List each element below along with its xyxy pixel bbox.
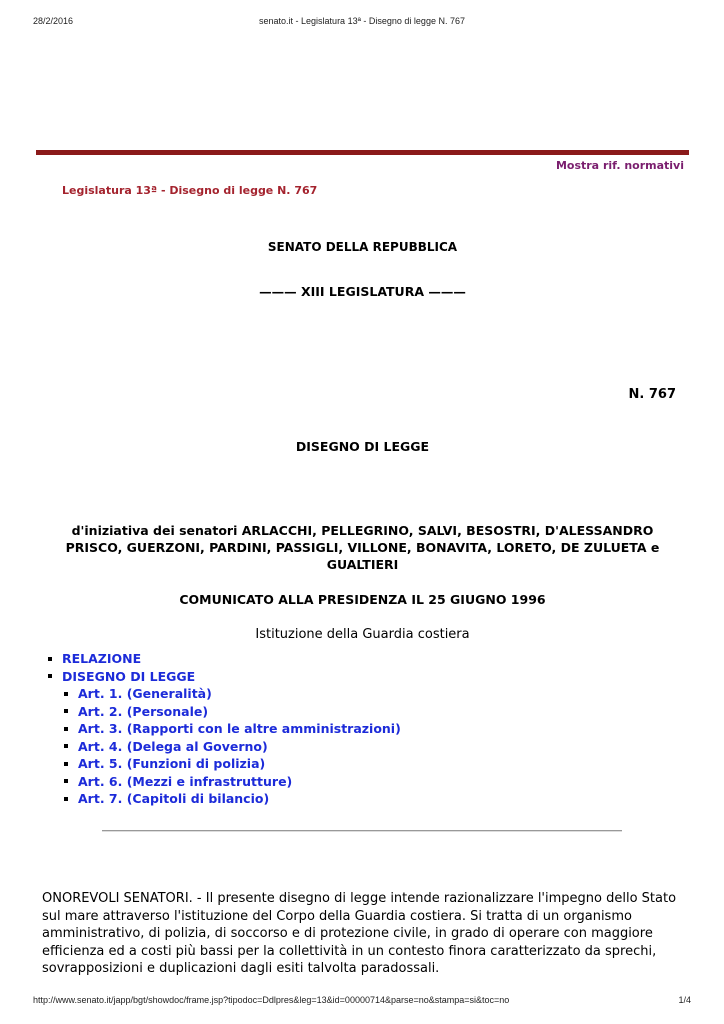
print-page-number: 1/4	[678, 995, 691, 1005]
toc-article-item	[64, 703, 401, 721]
mostra-rif-normativi-link[interactable]: Mostra rif. normativi	[555, 159, 684, 172]
toc-link-art-4[interactable]: Art. 4. (Delega al Governo)	[78, 738, 268, 754]
communication-date: COMUNICATO ALLA PRESIDENZA IL 25 GIUGNO 1996	[179, 592, 546, 607]
toc-link-art-3[interactable]: Art. 3. (Rapporti con le altre amministrazioni)	[78, 721, 401, 736]
toc-link-art-5[interactable]: Art. 5. (Funzioni di polizia)	[78, 756, 266, 771]
senato-heading: SENATO DELLA REPUBBLICA	[267, 240, 458, 254]
toc-link-art-1[interactable]: Art. 1. (Generalità)	[78, 686, 212, 701]
toc-article-item	[64, 773, 401, 791]
bullet-icon	[48, 674, 52, 678]
breadcrumb: Legislatura 13ª - Disegno di legge N. 767	[62, 184, 318, 197]
toc-link-art-6[interactable]: Art. 6. (Mezzi e infrastrutture)	[78, 773, 293, 789]
legislatura-heading: ——— XIII LEGISLATURA ———	[259, 284, 466, 299]
bullet-icon	[64, 779, 68, 783]
bullet-icon	[64, 727, 68, 731]
print-url: http://www.senato.it/japp/bgt/showdoc/frame.jsp?tipodoc=Ddlpres&leg=13&id=00000714&parse=no&stampa=si&toc=no	[33, 995, 510, 1005]
bullet-icon	[64, 709, 68, 713]
toc-link-relazione[interactable]: RELAZIONE	[62, 651, 142, 666]
bill-number: N. 767	[628, 387, 676, 402]
bullet-icon	[64, 744, 68, 748]
toc-item	[48, 668, 401, 808]
toc-link-disegno-di-legge[interactable]: DISEGNO DI LEGGE	[62, 668, 196, 684]
print-page-title: senato.it - Legislatura 13ª - Disegno di legge N. 767	[259, 16, 465, 26]
toc-article-item	[64, 738, 401, 756]
bullet-icon	[64, 762, 68, 766]
bill-title: Istituzione della Guardia costiera	[255, 627, 470, 642]
document-type-heading: DISEGNO DI LEGGE	[295, 439, 430, 454]
toc-article-item	[64, 755, 401, 773]
bullet-icon	[64, 797, 68, 801]
toc-link-art-2[interactable]: Art. 2. (Personale)	[78, 703, 209, 719]
toc-article-item	[64, 685, 401, 703]
table-of-contents	[48, 650, 401, 808]
toc-link-art-7[interactable]: Art. 7. (Capitoli di bilancio)	[78, 791, 270, 806]
toc-articles-list	[48, 685, 401, 808]
header-red-bar	[36, 150, 689, 155]
bullet-icon	[64, 692, 68, 696]
bullet-icon	[48, 657, 52, 661]
toc-item	[48, 650, 401, 668]
divider	[102, 830, 622, 832]
initiative-senators: d'iniziativa dei senatori ARLACCHI, PELLEGRINO, SALVI, BESOSTRI, D'ALESSANDRO PRISCO, GUERZONI, PARDINI, PASSIGLI, VILLONE, BONAVITA, LORETO, DE ZULUETA e GUALTIERI	[65, 523, 660, 572]
toc-article-item	[64, 720, 401, 738]
print-date: 28/2/2016	[33, 16, 74, 26]
relazione-paragraph: ONOREVOLI SENATORI. - Il presente disegno di legge intende razionalizzare l'impegno dello Stato sul mare attraverso l'istituzione del Corpo della Guardia costiera. Si tratta di un organismo amministrativo, di polizia, di soccorso e di protezione civile, in grado di operare con maggiore efficienza ed a costi più bassi per la collettività in un contesto finora caratterizzato da sprechi, sovrapposizioni e duplicazioni dagli esiti talvolta paradossali.	[42, 891, 677, 976]
toc-article-item	[64, 790, 401, 808]
